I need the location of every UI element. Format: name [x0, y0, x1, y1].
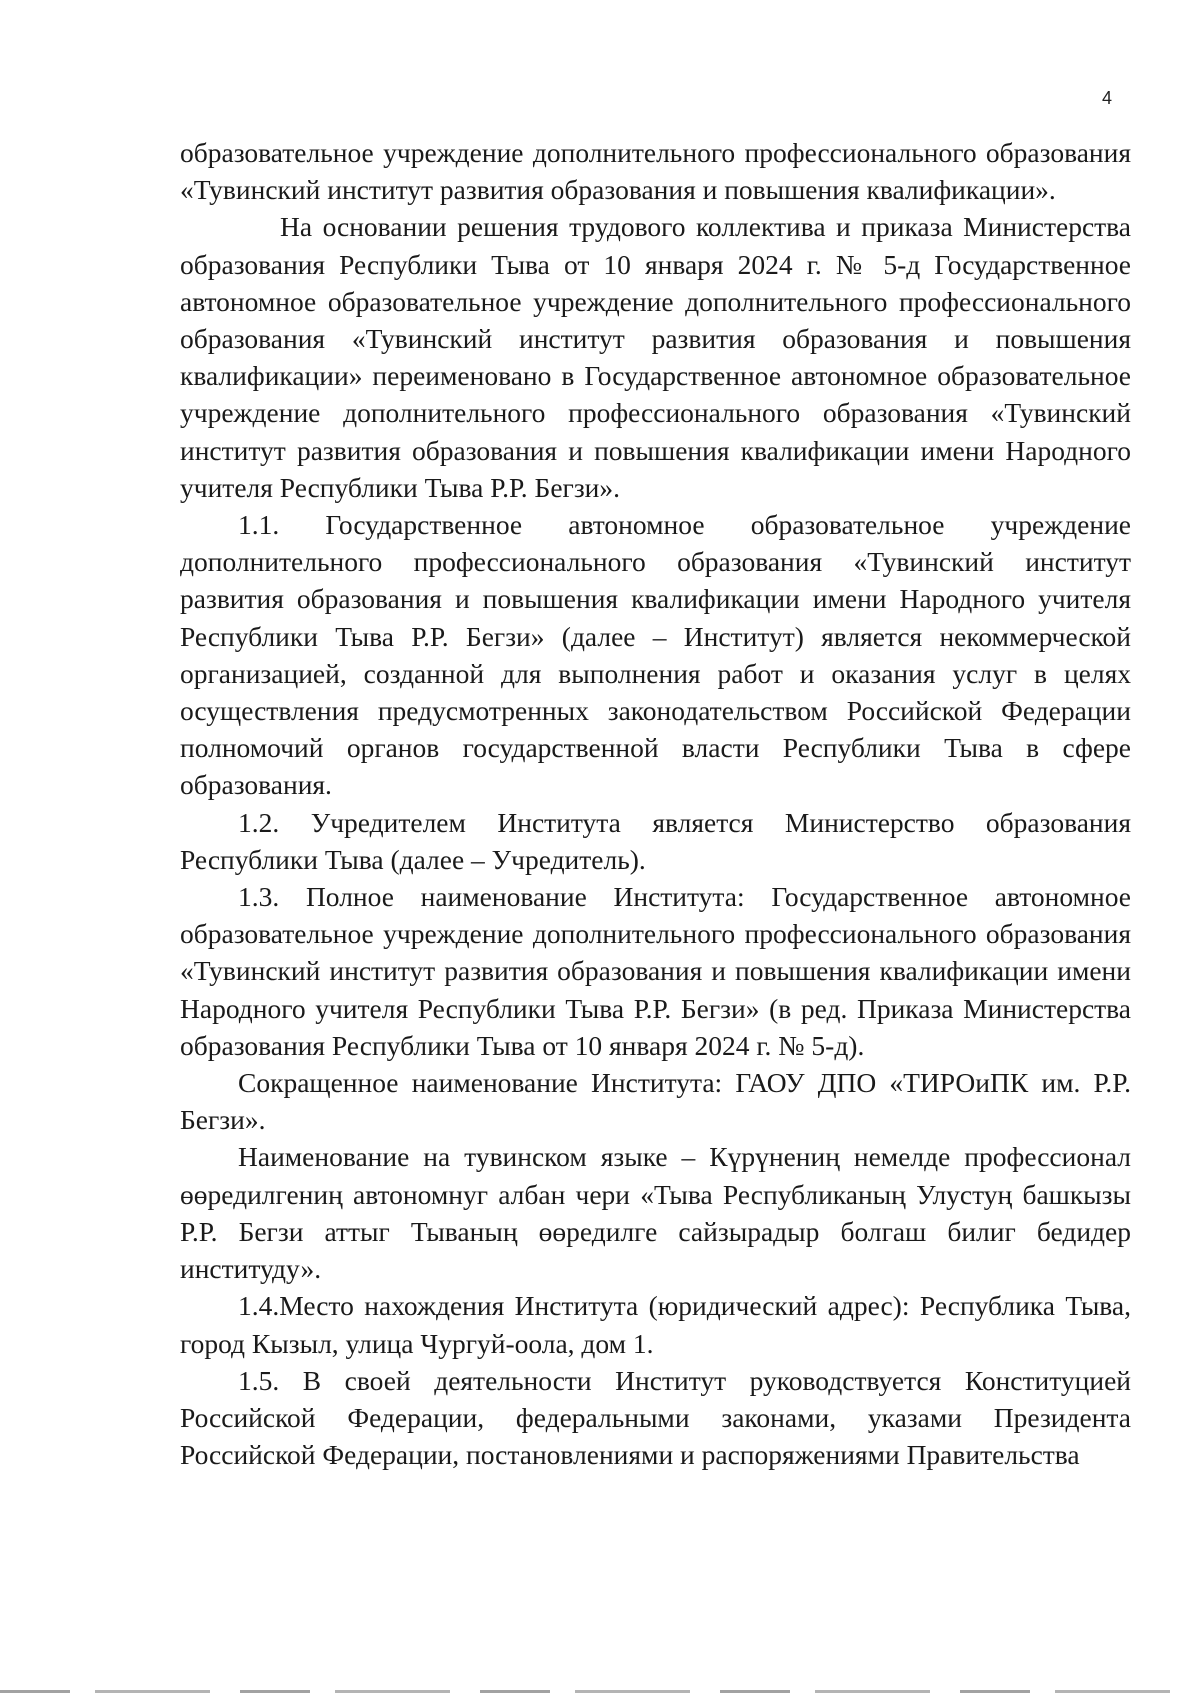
paragraph-item-1-3: 1.3. Полное наименование Института: Государственное автономное образовательное учреждение дополнительного профессионального образования «Тувинский институт развития образования и повышения квалификации имени Народного учителя Республики Тыва Р.Р. Бегзи» (в ред. Приказа Министерства образования Республики Тыва от 10 января 2024 г. № 5-д).: [180, 881, 1131, 1061]
page-number: 4: [1102, 88, 1113, 108]
paragraph-tuvan-name: Наименование на тувинском языке – Күрүнениң немелде профессионал өөредилгениң автономнуг албан чери «Тыва Республиканың Улустуң башкызы Р.Р. Бегзи аттыг Тываның өөредилге сайзырадыр болгаш билиг бедидер институду».: [180, 1141, 1131, 1285]
paragraph-item-1-1: 1.1. Государственное автономное образовательное учреждение дополнительного профессионального образования «Тувинский институт развития образования и повышения квалификации имени Народного учителя Республики Тыва Р.Р. Бегзи» (далее – Институт) является некоммерческой организацией, созданной для выполнения работ и оказания услуг в целях осуществления предусмотренных законодательством Российской Федерации полномочий органов государственной власти Республики Тыва в сфере образования.: [180, 509, 1131, 801]
paragraph-item-1-2: 1.2. Учредителем Института является Министерство образования Республики Тыва (далее – Учредитель).: [180, 806, 1131, 875]
scan-edge-artifact: [0, 1690, 1200, 1693]
document-body: [180, 134, 1131, 1473]
paragraph-continuation: образовательное учреждение дополнительного профессионального образования «Тувинский институт развития образования и повышения квалификации».: [180, 137, 1131, 206]
paragraph-short-name: Сокращенное наименование Института: ГАОУ ДПО «ТИРОиПК им. Р.Р. Бегзи».: [180, 1067, 1131, 1136]
paragraph-item-1-5: 1.5. В своей деятельности Институт руководствуется Конституцией Российской Федерации, федеральными законами, указами Президента Российской Федерации, постановлениями и распоряжениями Правительства: [180, 1364, 1131, 1471]
paragraph-renaming-basis: На основании решения трудового коллектива и приказа Министерства образования Республики Тыва от 10 января 2024 г. № 5-д Государственное автономное образовательное учреждение дополнительного профессионального образования «Тувинский институт развития образования и повышения квалификации» переименовано в Государственное автономное образовательное учреждение дополнительного профессионального образования «Тувинский институт развития образования и повышения квалификации имени Народного учителя Республики Тыва Р.Р. Бегзи».: [180, 211, 1131, 503]
paragraph-item-1-4: 1.4.Место нахождения Института (юридический адрес): Республика Тыва, город Кызыл, улица Чургуй-оола, дом 1.: [180, 1290, 1131, 1359]
